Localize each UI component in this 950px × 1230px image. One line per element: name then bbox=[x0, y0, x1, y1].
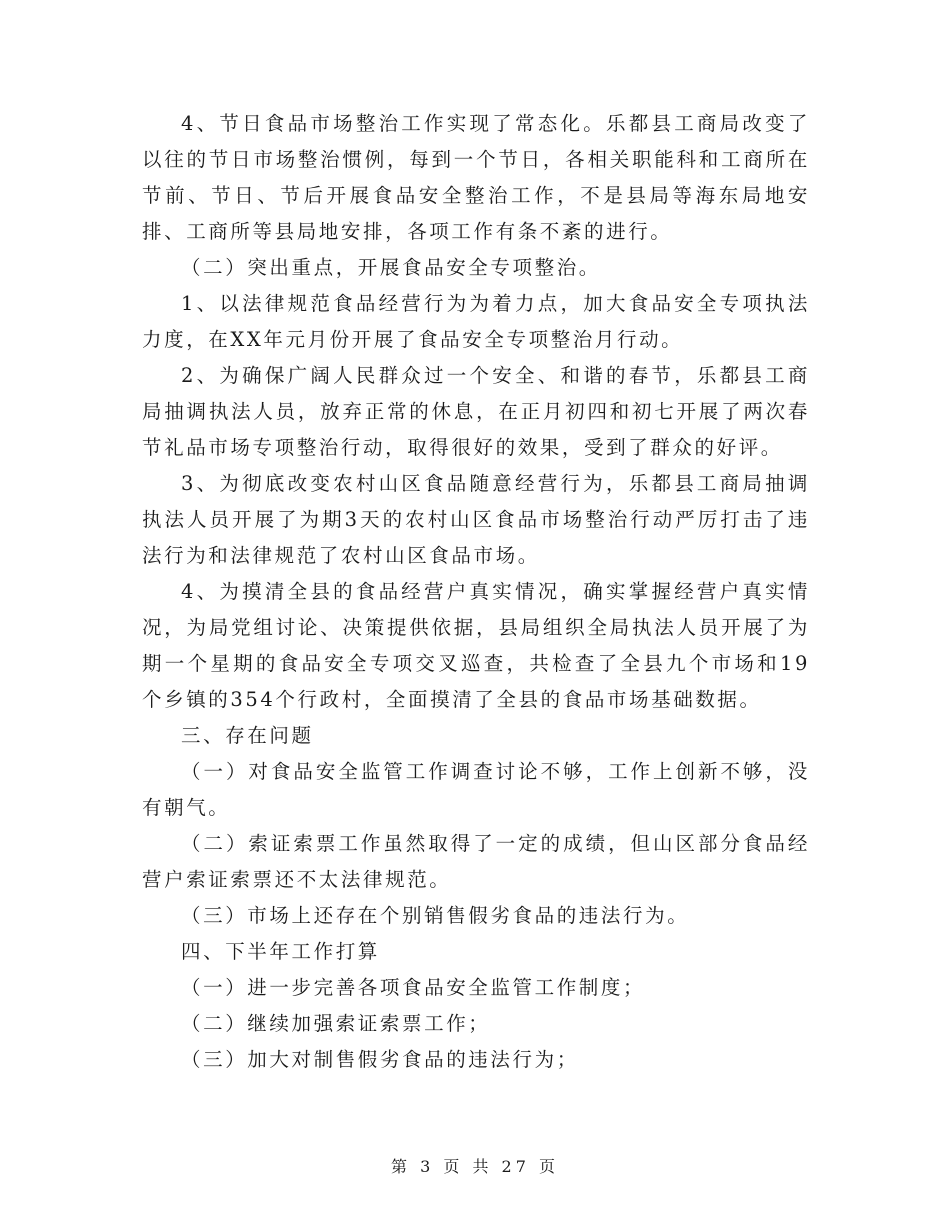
plan-item-1: （一）进一步完善各项食品安全监管工作制度； bbox=[181, 976, 646, 999]
plan-item-2: （二）继续加强索证索票工作； bbox=[181, 1012, 491, 1035]
section-heading-special-rectification: （二）突出重点，开展食品安全专项整治。 bbox=[181, 256, 601, 279]
document-body bbox=[142, 106, 810, 1078]
problem-item-2: （二）索证索票工作虽然取得了一定的成绩，但山区部分食品经营户索证索票还不太法律规范。 bbox=[142, 832, 810, 891]
paragraph-spring-festival: 2、为确保广阔人民群众过一个安全、和谐的春节，乐都县工商局抽调执法人员，放弃正常的休息，在正月初四和初七开展了两次春节礼品市场专项整治行动，取得很好的效果，受到了群众的好评。 bbox=[142, 364, 810, 459]
section-heading-plans: 四、下半年工作打算 bbox=[181, 940, 380, 963]
paragraph-legal-regulation: 1、以法律规范食品经营行为为着力点，加大食品安全专项执法力度，在XX年元月份开展了食品安全专项整治月行动。 bbox=[142, 292, 810, 351]
plan-item-3: （三）加大对制售假劣食品的违法行为； bbox=[181, 1048, 579, 1071]
problem-item-1: （一）对食品安全监管工作调查讨论不够，工作上创新不够，没有朝气。 bbox=[142, 760, 810, 819]
paragraph-rural-market: 3、为彻底改变农村山区食品随意经营行为，乐都县工商局抽调执法人员开展了为期3天的农村山区食品市场整治行动严厉打击了违法行为和法律规范了农村山区食品市场。 bbox=[142, 472, 810, 567]
paragraph-cross-inspection: 4、为摸清全县的食品经营户真实情况，确实掌握经营户真实情况，为局党组讨论、决策提供依据，县局组织全局执法人员开展了为期一个星期的食品安全专项交叉巡查，共检查了全县九个市场和19个乡镇的354个行政村，全面摸清了全县的食品市场基础数据。 bbox=[142, 580, 810, 711]
problem-item-3: （三）市场上还存在个别销售假劣食品的违法行为。 bbox=[181, 904, 690, 927]
paragraph-holiday-regularization: 4、节日食品市场整治工作实现了常态化。乐都县工商局改变了以往的节日市场整治惯例，每到一个节日，各相关职能科和工商所在节前、节日、节后开展食品安全整治工作，不是县局等海东局地安排、工商所等县局地安排，各项工作有条不紊的进行。 bbox=[142, 112, 810, 243]
page-number-footer: 第 3 页 共 27 页 bbox=[391, 1157, 559, 1176]
section-heading-problems: 三、存在问题 bbox=[181, 724, 314, 747]
